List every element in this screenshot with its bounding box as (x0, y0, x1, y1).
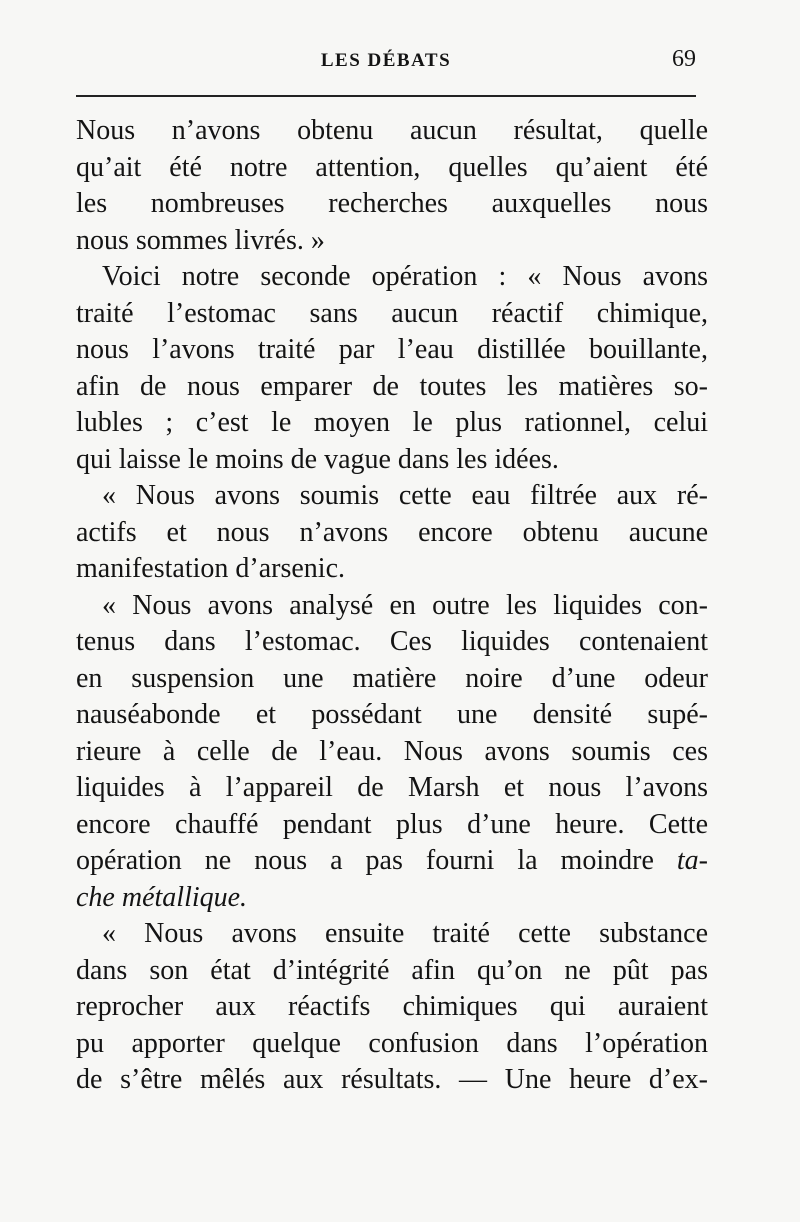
text-line: les nombreuses recherches auxquelles nous (76, 188, 708, 219)
text-line: afin de nous emparer de toutes les matières so- (76, 370, 708, 402)
text-line: dans son état d’intégrité afin qu’on ne pût pas (76, 954, 708, 986)
line-text: opération ne nous a pas fourni la moindre (76, 845, 654, 876)
text-line: liquides à l’appareil de Marsh et nous l’avons (76, 772, 708, 803)
text-line: qu’ait été notre attention, quelles qu’aient été (76, 151, 708, 183)
text-line: manifestation d’arsenic. (76, 553, 346, 584)
header-rule (76, 95, 696, 97)
text-line: tenus dans l’estomac. Ces liquides contenaient (76, 626, 708, 657)
text-line (76, 843, 708, 880)
italic-text: che métallique. (76, 881, 248, 913)
text-line: reprocher aux réactifs chimiques qui auraient (76, 991, 708, 1022)
text-line: « Nous avons soumis cette eau filtrée aux ré- (102, 480, 708, 511)
text-line: « Nous avons ensuite traité cette substance (102, 918, 708, 949)
text-line: de s’être mêlés aux résultats. — Une heure d’ex- (76, 1064, 708, 1095)
text-line: actifs et nous n’avons encore obtenu aucune (76, 516, 708, 548)
italic-text: ta- (676, 845, 708, 876)
text-line: nous sommes livrés. » (76, 224, 325, 256)
text-line (76, 880, 708, 917)
text-line: en suspension une matière noire d’une odeur (76, 662, 708, 694)
text-line: Nous n’avons obtenu aucun résultat, quelle (76, 115, 708, 146)
running-head (76, 46, 696, 76)
body-text (76, 113, 708, 1099)
running-title: LES DÉBATS (320, 50, 452, 71)
text-line: nauséabonde et possédant une densité supé- (76, 699, 708, 730)
text-line: « Nous avons analysé en outre les liquides con- (102, 589, 708, 621)
text-line: qui laisse le moins de vague dans les idées. (76, 443, 559, 475)
text-line: rieure à celle de l’eau. Nous avons soumis ces (76, 735, 708, 767)
text-line: lubles ; c’est le moyen le plus rationnel, celui (76, 407, 708, 438)
text-line: nous l’avons traité par l’eau distillée bouillante, (76, 334, 708, 365)
text-line: pu apporter quelque confusion dans l’opération (76, 1027, 708, 1059)
text-line: Voici notre seconde opération : « Nous avons (102, 261, 708, 292)
text-line: traité l’estomac sans aucun réactif chimique, (76, 297, 708, 329)
text-line: encore chauffé pendant plus d’une heure. Cette (76, 808, 708, 840)
page-number: 69 (672, 46, 696, 72)
